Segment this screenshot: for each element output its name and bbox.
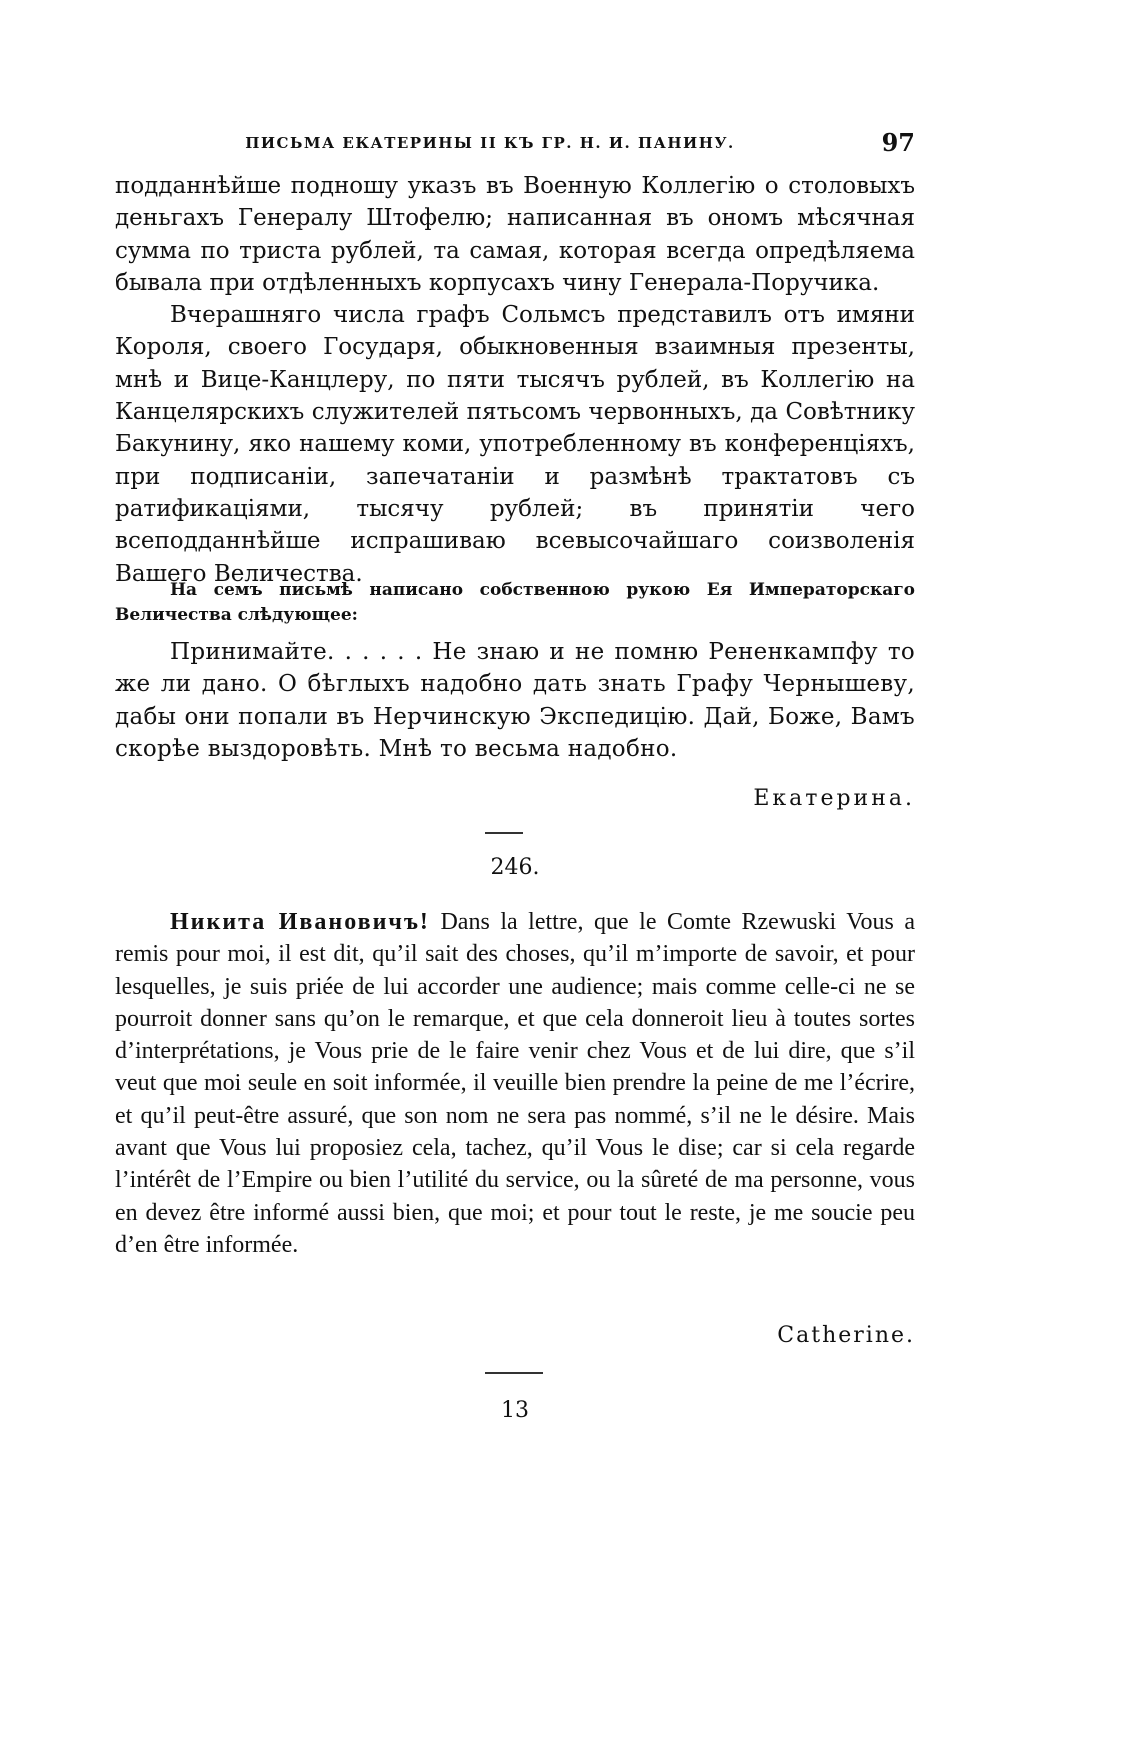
page-number: 97 <box>881 128 915 157</box>
book-page <box>115 0 915 1764</box>
running-title: ПИСЬМА ЕКАТЕРИНЫ II КЪ ГР. Н. И. ПАНИНУ. <box>245 134 735 152</box>
letter-text <box>115 170 915 590</box>
separator-rule <box>485 832 523 834</box>
editorial-note: На семъ письмѣ написано собственною рукою Ея Императорскаго Величества слѣдующее: <box>115 580 915 625</box>
letter-246-paragraph <box>115 906 915 1261</box>
signature-ru: Екатерина. <box>753 786 915 811</box>
letter-246-salutation: Никита Ивановичъ! <box>170 909 430 935</box>
letter-246-body <box>115 906 915 1261</box>
letter-paragraph-2: Вчерашняго числа графъ Сольмсъ представилъ отъ имяни Короля, своего Государя, обыкновенныя взаимныя презенты, мнѣ и Вице-Канцлеру, по пяти тысячъ рублей, въ Коллегію на Канцелярскихъ служителей пятьсомъ червонныхъ, да Совѣтнику Бакунину, яко нашему коми, употребленному въ конференціяхъ, при подписаніи, запечатаніи и размѣнѣ трактатовъ съ ратификаціями, тысячу рублей; въ принятіи чего всеподданнѣйше испрашиваю всевысочайшаго соизволенія Вашего Величества. <box>115 302 915 587</box>
signature-mark: 13 <box>501 1398 529 1423</box>
signature-fr: Catherine. <box>777 1323 915 1348</box>
letter-246-text: Dans la lettre, que le Comte Rzewuski Vous a remis pour moi, il est dit, qu’il sait des choses, qu’il m’importe de savoir, et pour lesquelles, je suis priée de lui accorder une audience; mais comme celle-ci ne se pourroit donner sans qu’on le remarque, et que cela donneroit lieu à toutes sortes d’interprétations, je Vous prie de le faire venir chez Vous et de lui dire, que s’il veut que moi seule en soit informée, il veuille bien prendre la peine de me l’écrire, et qu’il peut-être assuré, que son nom ne sera pas nommé, s’il ne le désire. Mais avant que Vous lui proposiez cela, tachez, qu’il Vous le dise; car si cela regarde l’intérêt de l’Empire ou bien l’utilité du service, ou la sûreté de ma personne, vous en devez être informé aussi bien, que moi; et pour tout le reste, je me soucie peu d’en être informée. <box>115 909 916 1258</box>
letter-number: 246. <box>490 855 540 880</box>
empress-reply: Принимайте. . . . . . Не знаю и не помню Ренeнкампфу то же ли дано. О бѣглыхъ надобно дать знать Графу Чернышеву, дабы они попали въ Нерчинскую Экспедицію. Дай, Боже, Вамъ скорѣе выздоровѣть. Мнѣ то весьма надобно. <box>115 639 915 762</box>
end-rule <box>485 1372 543 1374</box>
running-head <box>145 128 915 160</box>
letter-paragraph-1: подданнѣйше подношу указъ въ Военную Коллегію о столовыхъ деньгахъ Генералу Штофелю; написанная въ ономъ мѣсячная сумма по триста рублей, та самая, которая всегда опредѣляема бывала при отдѣленныхъ корпусахъ чину Генерала-Поручика. <box>115 173 915 296</box>
